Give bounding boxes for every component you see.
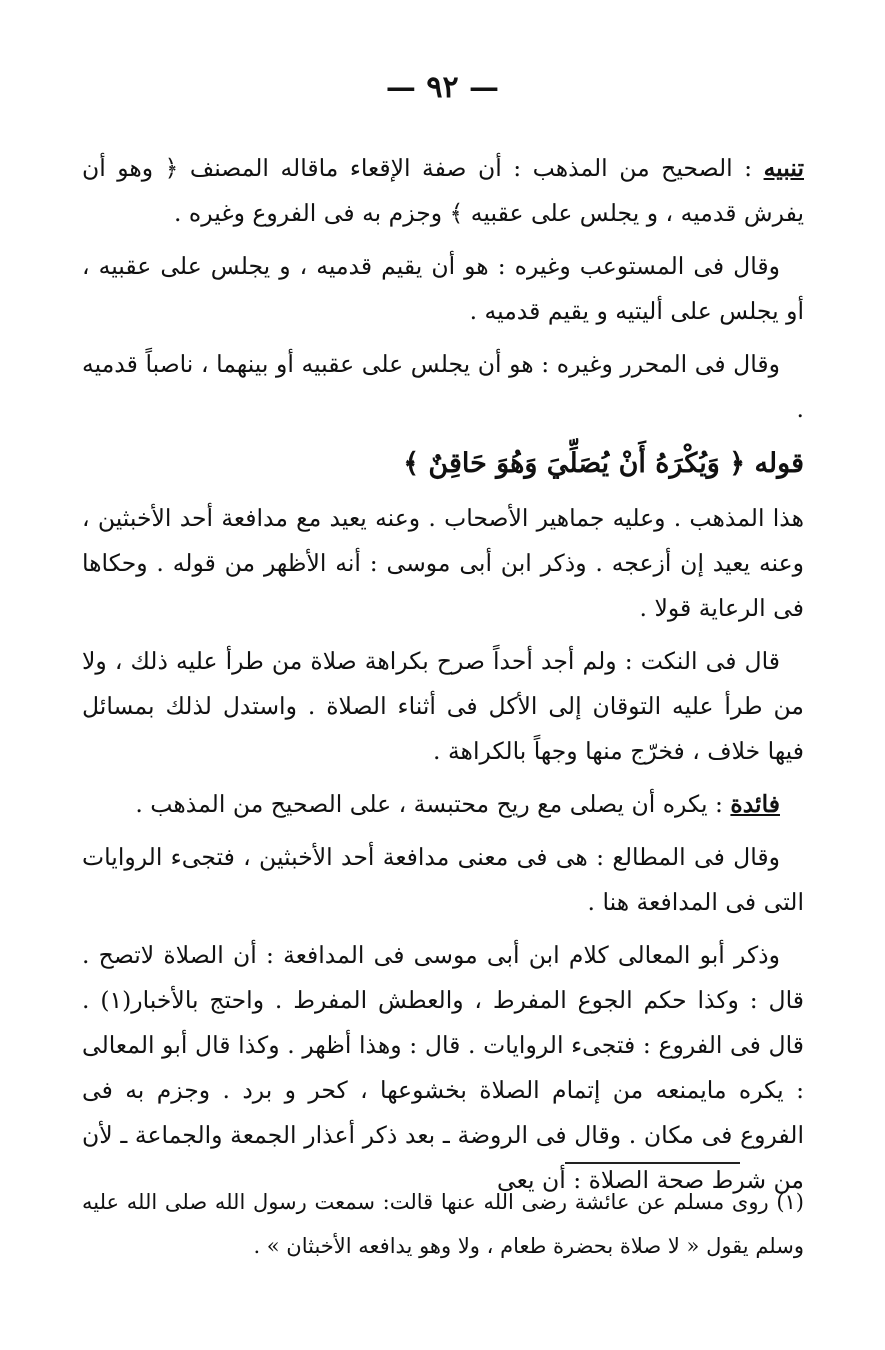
quoted-text-heading: قوله ﴿ وَيُكْرَهُ أَنْ يُصَلِّيَ وَهُوَ حَاقِنٌ ﴾ — [403, 448, 804, 479]
faida-label: فائدة — [730, 790, 780, 818]
paragraph-muharrar: وقال فى المحرر وغيره : هو أن يجلس على عقبيه أو بينهما ، ناصباً قدميه . — [82, 350, 804, 423]
tanbih-label: تنبيه — [763, 154, 804, 182]
paragraph-madhhab: هذا المذهب . وعليه جماهير الأصحاب . وعنه يعيد مع مدافعة أحد الأخبثين ، وعنه يعيد إن أزعجه . وذكر ابن أبى موسى : أنه الأظهر من قوله . وحكاها فى الرعاية قولا . — [82, 504, 804, 622]
footnote — [82, 1180, 804, 1268]
footnote-text: (١) روى مسلم عن عائشة رضى الله عنها قالت: سمعت رسول الله صلى الله عليه وسلم يقول « لا صلاة بحضرة طعام ، ولا وهو يدافعه الأخبثان » . — [82, 1190, 804, 1258]
footnote-separator — [565, 1162, 740, 1164]
paragraph-tanbih — [82, 146, 804, 236]
faida-text: : يكره أن يصلى مع ريح محتبسة ، على الصحيح من المذهب . — [135, 790, 723, 818]
paragraph-abul-maali: وذكر أبو المعالى كلام ابن أبى موسى فى المدافعة : أن الصلاة لاتصح . قال : وكذا حكم الجوع المفرط ، والعطش المفرط . واحتج بالأخبار(١) . قال فى الفروع : فتجىء الروايات . قال : وهذا أظهر . وكذا قال أبو المعالى : يكره مايمنعه من إتمام الصلاة بخشوعها ، كحر و برد . وجزم به فى الفروع فى مكان . وقال فى الروضة ـ بعد ذكر أعذار الجمعة والجماعة ـ لأن من شرط صحة الصلاة : أن يعى — [82, 941, 804, 1194]
paragraph-mustawib: وقال فى المستوعب وغيره : هو أن يقيم قدميه ، و يجلس على عقبيه ، أو يجلس على أليتيه و يقيم قدميه . — [82, 252, 804, 325]
main-text — [82, 146, 804, 1211]
tanbih-text: : الصحيح من المذهب : أن صفة الإقعاء ماقاله المصنف ﴿ وهو أن يفرش قدميه ، و يجلس على عقبيه ﴾ وجزم به فى الفروع وغيره . — [82, 154, 804, 227]
page-number: — ٩٢ — — [385, 70, 500, 105]
paragraph-mutali: وقال فى المطالع : هى فى معنى مدافعة أحد الأخبثين ، فتجىء الروايات التى فى المدافعة هنا . — [82, 843, 804, 916]
paragraph-nukat: قال فى النكت : ولم أجد أحداً صرح بكراهة صلاة من طرأ عليه ذلك ، ولا من طرأ عليه التوقان إلى الأكل فى أثناء الصلاة . واستدل لذلك بمسائل فيها خلاف ، فخرّج منها وجهاً بالكراهة . — [82, 647, 804, 765]
paragraph-faida — [82, 782, 804, 827]
